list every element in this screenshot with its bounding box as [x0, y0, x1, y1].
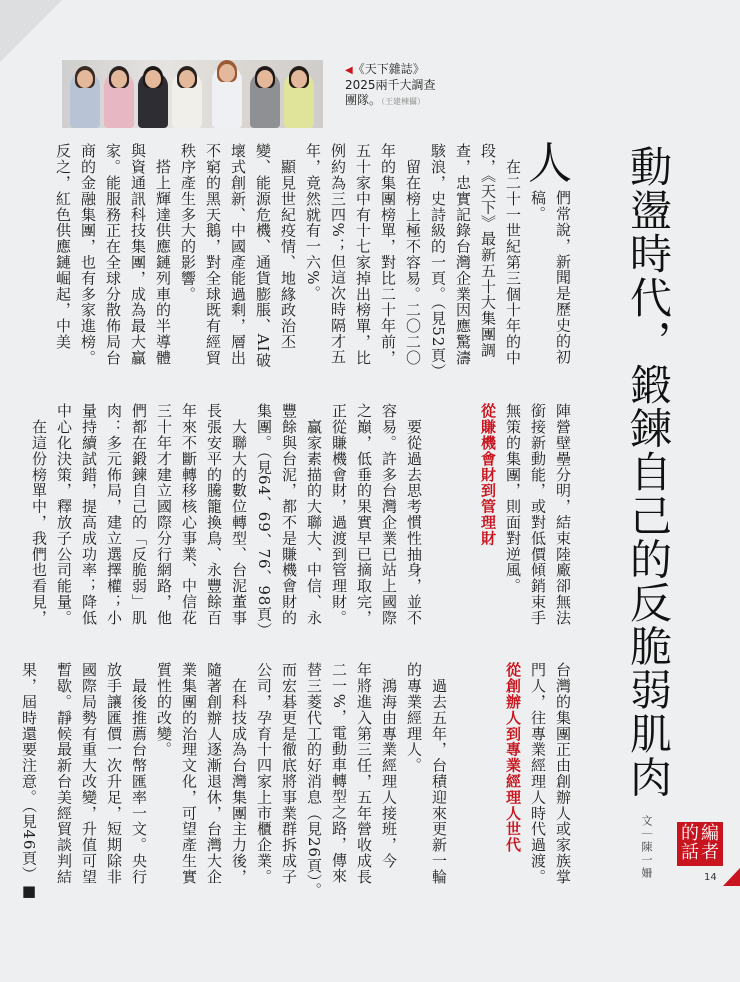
caption-line-1: 《天下雜誌》: [352, 62, 425, 76]
caption-line-3: 團隊。: [345, 93, 382, 107]
text-column: 暫歇。靜候最新台美經貿談判結: [55, 662, 73, 885]
text-column: 而宏碁更是徹底將事業群拆成子: [280, 662, 298, 885]
article-title: 動盪時代，鍛鍊自己的反脆弱肌肉: [624, 145, 673, 799]
text-column: 們都在鍛鍊自己的「反脆弱」肌: [130, 403, 148, 626]
text-column: 集團。（見64、69、76、98頁）: [255, 403, 273, 639]
text-column: 門人，往專業經理人時代過渡。: [529, 662, 547, 885]
text-column: 年將進入第三任，五年營收成長: [355, 662, 373, 885]
text-column: 放手讓匯價一次升足，短期除非: [105, 662, 123, 885]
text-column: 正從賺機會財，過渡到管理財。: [330, 403, 348, 626]
badge-char: 的: [681, 823, 699, 844]
text-column: 駭浪，史詩級的一頁。（見52頁）: [429, 143, 447, 379]
text-column: 量持續試錯，提高成功率；降低: [80, 403, 98, 626]
text-column: 容易。許多台灣企業已站上國際: [380, 403, 398, 626]
text-column: 之巔，低垂的果實早已摘取完，: [355, 403, 373, 626]
person-figure: [284, 72, 314, 128]
text-column: 在科技成為台灣集團主力後，: [230, 662, 248, 885]
text-column: 豐餘與台泥，都不是賺機會財的: [280, 403, 298, 626]
text-column: 查，忠實記錄台灣企業因應驚濤: [454, 143, 472, 366]
text-column: 反之，紅色供應鏈崛起，中美: [54, 143, 72, 350]
text-column: 過去五年，台積迎來更新一輪: [430, 662, 448, 885]
person-figure: [250, 72, 280, 128]
text-tier-top: [50, 143, 575, 379]
section-badge: [677, 822, 723, 866]
page-number: 14: [704, 872, 717, 883]
text-column: 們常說，新聞是歷史的初: [554, 190, 572, 365]
corner-mark: [723, 868, 740, 886]
text-column: 中心化決策，釋放子公司能量。: [55, 403, 73, 626]
caption-line-2: 2025兩千大調查: [345, 78, 436, 92]
person-figure: [212, 66, 242, 128]
text-column: 隨著創辦人逐漸退休，台灣大企: [205, 662, 223, 885]
text-column: 顯見世紀疫情、地緣政治丕: [279, 143, 297, 350]
text-column: 年的集團榜單，對比二十年前，: [379, 143, 397, 366]
text-column: 銜接新動能，或對低價傾銷束手: [529, 403, 547, 626]
person-figure: [172, 72, 202, 128]
text-column: 陣營壁壘分明，結束陸廠卻無法: [554, 403, 572, 626]
text-column: 留在榜上極不容易。二〇二〇: [404, 143, 422, 366]
text-column: 最後推薦台幣匯率一文。央行: [130, 662, 148, 885]
text-column: 變、能源危機、通貨膨脹、AI破: [254, 143, 272, 369]
drop-cap: 人: [528, 138, 572, 189]
text-column: 不窮的黑天鵝，對全球既有經貿: [204, 143, 222, 366]
text-column: 家。能服務正在全球分散佈局台: [104, 143, 122, 366]
text-column: 國際局勢有重大改變，升值可望: [80, 662, 98, 885]
person-figure: [70, 72, 100, 128]
text-column: 五十家中有十七家掉出榜單，比: [354, 143, 372, 366]
text-column: 贏家素描的大聯大、中信、永: [305, 403, 323, 626]
text-column: 公司，孕育十四家上市櫃企業。: [255, 662, 273, 885]
text-column: 果，屆時還要注意。（見46頁）■: [20, 662, 38, 901]
byline: 文｜陳一姍: [640, 815, 653, 880]
text-column: 無策的集團，則面對逆風。: [504, 403, 522, 594]
text-column: 稿。: [529, 190, 547, 222]
badge-char: 編: [701, 823, 719, 844]
text-column: 業集團的治理文化，可望產生實: [180, 662, 198, 885]
text-column: 二一%，電動車轉型之路，傳來: [330, 662, 348, 884]
team-photo: [62, 60, 323, 128]
section-heading: 從創辦人到專業經理人世代: [504, 662, 522, 853]
text-column: 大聯大的數位轉型、台泥董事: [230, 403, 248, 626]
text-column: 在二十一世紀第三個十年的中: [504, 143, 522, 366]
text-column: 替三菱代工的好消息（見26頁）。: [305, 662, 323, 898]
caption-arrow-icon: ◀: [345, 65, 353, 76]
text-column: 壞式創新、中國產能過剩，層出: [229, 143, 247, 366]
badge-char: 者: [701, 842, 719, 863]
text-column: 質性的改變。: [155, 662, 173, 758]
text-column: 鴻海由專業經理人接班，今: [380, 662, 398, 869]
text-column: 與資通訊科技集團，成為最大贏: [129, 143, 147, 366]
text-column: 例約為三四%；但這次時隔才五: [329, 143, 347, 365]
text-column: 秩序產生多大的影響。: [179, 143, 197, 302]
text-column: 在這份榜單中，我們也看見，: [30, 403, 48, 626]
text-column: 長張安平的騰籠換鳥、永豐餘百: [205, 403, 223, 626]
text-column: 台灣的集團正由創辦人或家族掌: [554, 662, 572, 885]
person-figure: [104, 72, 134, 128]
section-heading: 從賺機會財到管理財: [479, 403, 497, 547]
photo-caption: [345, 62, 436, 109]
text-column: 段，《天下》最新五十大集團調: [479, 143, 497, 359]
person-figure: [138, 72, 168, 128]
page-curl: [0, 0, 62, 62]
photo-credit: （王建棟攝）: [381, 97, 426, 106]
badge-char: 話: [681, 842, 699, 863]
text-tier-bottom: [16, 662, 575, 901]
text-column: 的專業經理人。: [405, 662, 423, 774]
text-column: 年，竟然就有一六%。: [304, 143, 322, 302]
text-column: 商的金融集團，也有多家進榜。: [79, 143, 97, 366]
text-tier-middle: [26, 403, 575, 639]
text-column: 搭上輝達供應鏈列車的半導體: [154, 143, 172, 366]
text-column: 要從過去思考慣性抽身，並不: [405, 403, 423, 626]
text-column: 年來不斷轉移核心事業、中信花: [180, 403, 198, 626]
text-column: 三十年才建立國際分行網路，他: [155, 403, 173, 626]
text-column: 肉：多元佈局，建立選擇權；小: [105, 403, 123, 626]
